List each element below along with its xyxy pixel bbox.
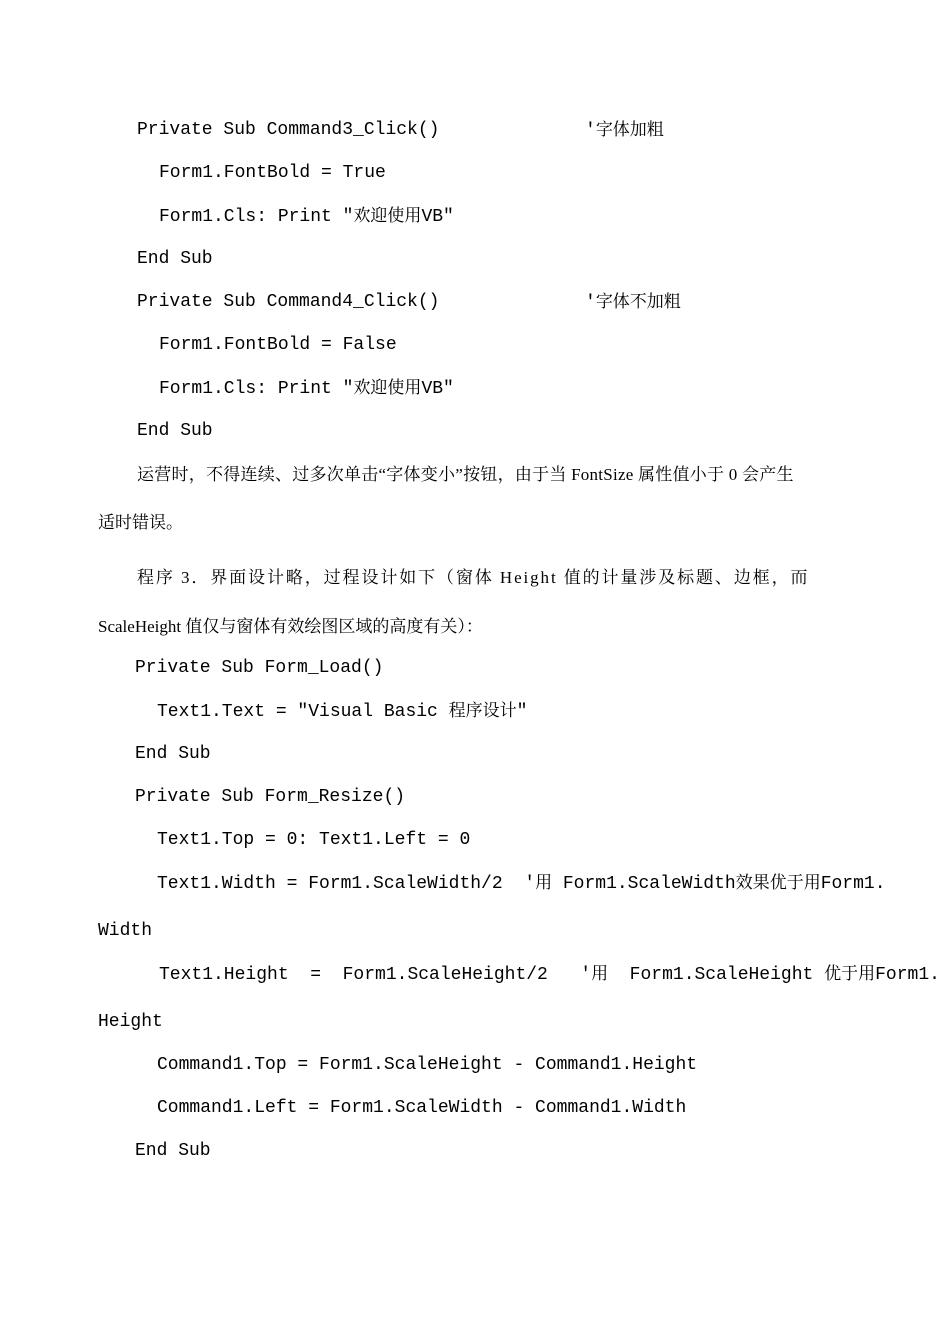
code-line: Command1.Top = Form1.ScaleHeight - Command1.Height [157,1055,698,1075]
code-line: End Sub [137,421,213,441]
code-fragment: Form1.Cls: Print " [159,207,354,227]
code-line: Text1.Top = 0: Text1.Left = 0 [157,830,471,850]
comment-text: 字体加粗 [595,120,664,139]
code-line: End Sub [135,1141,211,1161]
comment-text: 用 [591,964,609,983]
code-line [159,962,940,987]
code-string-cn: 欢迎使用 [353,378,422,397]
code-fragment: VB" [421,207,454,227]
code-line: Height [98,1012,163,1032]
paragraph-line: ScaleHeight 值仅与窗体有效绘图区域的高度有关）： [98,617,483,636]
code-fragment: Form1.ScaleHeight [608,965,825,985]
code-fragment: Text1.Width = Form1.ScaleWidth/2 ' [157,874,536,894]
code-fragment: Form1. [820,874,886,894]
code-string-cn: 欢迎使用 [353,206,422,225]
code-fragment: Text1.Height = Form1.ScaleHeight/2 ' [159,965,592,985]
code-line: Private Sub Form_Resize() [135,787,406,807]
code-fragment: Text1.Text = "Visual Basic [157,702,449,722]
comment-text: 用 [535,873,553,892]
code-fragment: Form1. [875,965,940,985]
code-line: End Sub [135,744,211,764]
paragraph-line: 适时错误。 [98,513,183,532]
code-fragment: VB" [421,379,454,399]
comment-text: 效果优于用 [735,873,821,892]
code-line: Form1.FontBold = False [159,335,397,355]
code-fragment: Form1.Cls: Print " [159,379,354,399]
code-comment [585,118,664,143]
code-line: Form1.FontBold = True [159,163,386,183]
code-line: Private Sub Command3_Click() [137,120,440,140]
code-line: Width [98,921,153,941]
code-line: Command1.Left = Form1.ScaleWidth - Command1.Width [157,1098,687,1118]
comment-mark: ' [585,121,596,141]
comment-text: 字体不加粗 [595,292,681,311]
code-fragment: Form1.ScaleWidth [552,874,736,894]
code-line: Private Sub Form_Load() [135,658,384,678]
code-comment [585,290,681,315]
comment-mark: ' [585,293,596,313]
paragraph-line: 运营时，不得连续、过多次单击“字体变小”按钮，由于当 FontSize 属性值小于 0 会产生 [137,465,794,484]
code-line: Private Sub Command4_Click() [137,292,440,312]
code-line [157,699,527,724]
code-line [159,376,454,401]
code-fragment: " [516,702,528,722]
comment-text: 优于用 [824,964,876,983]
code-line [157,871,886,896]
code-line: End Sub [137,249,213,269]
code-line [159,204,454,229]
paragraph-line: 程序 3．界面设计略，过程设计如下（窗体 Height 值的计量涉及标题、边框，而 [137,568,810,587]
code-string-cn: 程序设计 [448,701,517,720]
